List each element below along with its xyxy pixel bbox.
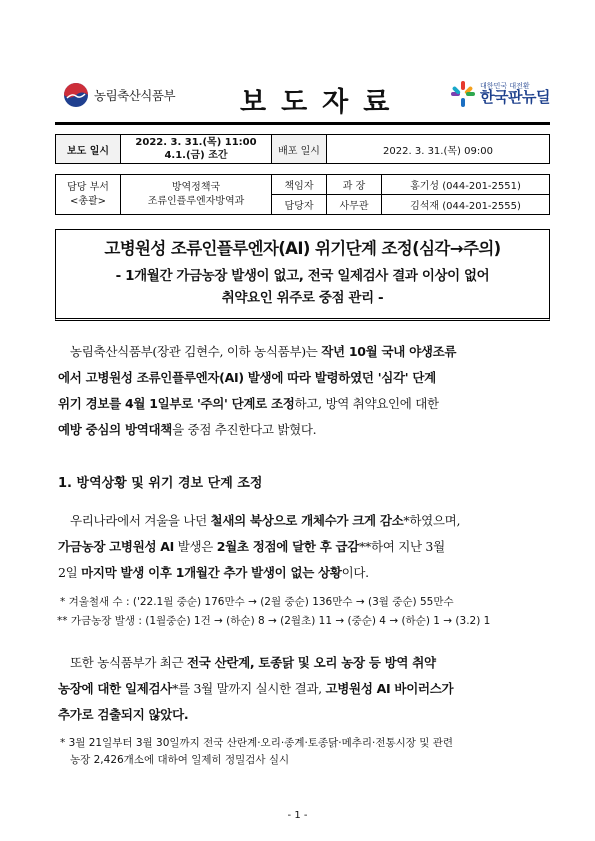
korean-new-deal-logo — [450, 80, 550, 108]
contact-person: 김석재 (044-201-2555) — [382, 195, 550, 215]
department-label-sub: <총괄> — [69, 195, 107, 207]
government-emblem-icon — [63, 82, 89, 108]
department-label-text: 담당 부서 — [67, 181, 109, 193]
page-number: - 1 - — [287, 810, 308, 821]
ministry-logo — [63, 82, 175, 108]
section1-paragraph-2 — [58, 650, 545, 728]
embargo-label: 보도 일시 — [56, 135, 121, 164]
intro-paragraph — [58, 339, 545, 443]
contact-role: 책임자 — [272, 175, 327, 195]
footnote-farm-outbreaks: ** 가금농장 발생 : (1월중순) 1건 → (하순) 8 → (2월초) 11 → (중순) 4 → (하순) 1 → (3.2) 1 — [57, 615, 491, 627]
contact-title: 과 장 — [327, 175, 382, 195]
contact-role: 담당자 — [272, 195, 327, 215]
intro-text: 하고, 방역 취약요인에 대한 — [294, 396, 439, 411]
body-text: 이다. — [341, 565, 369, 580]
new-deal-name: 한국판뉴딜 — [480, 88, 550, 106]
subheadline — [56, 265, 549, 309]
department-bureau: 방역정책국 — [171, 181, 221, 193]
body-emphasis: 추가로 검출되지 않았다. — [58, 707, 189, 722]
ministry-name: 농림축산식품부 — [94, 88, 176, 103]
department-division: 조류인플루엔자방역과 — [147, 195, 245, 207]
body-text: 우리나라에서 겨울을 나던 — [70, 513, 211, 528]
department-value — [121, 175, 272, 215]
distribution-value: 2022. 3. 31.(목) 09:00 — [327, 135, 550, 164]
distribution-label: 배포 일시 — [272, 135, 327, 164]
body-emphasis: 2월초 정점에 달한 후 급감 — [216, 539, 360, 554]
embargo-edition: 4.1.(금) 조간 — [164, 150, 228, 161]
new-deal-mark-icon — [450, 80, 476, 108]
intro-text: 농림축산식품부(장관 김현수, 이하 농식품부)는 — [70, 344, 322, 359]
body-text: *를 3월 말까지 실시한 결과, — [172, 681, 326, 696]
footnote-wintering-birds: * 겨울철새 수 : ('22.1월 중순) 176만수 → (2월 중순) 136만수 → (3월 중순) 55만수 — [60, 596, 454, 608]
footnote-inspection — [60, 735, 545, 769]
body-text: 2일 — [58, 565, 82, 580]
intro-text: 을 중점 추진한다고 밝혔다. — [172, 422, 317, 437]
press-release-title: 보도자료 — [240, 87, 405, 118]
embargo-value — [121, 135, 272, 164]
subheadline-line-1: - 1개월간 가금농장 발생이 없고, 전국 일제검사 결과 이상이 없어 — [115, 268, 490, 284]
footnote-inspection-line-1: * 3월 21일부터 3월 30일까지 전국 산란계·오리·종계·토종닭·메추리·전통시장 및 관련 — [60, 737, 454, 749]
intro-emphasis: 작년 10월 국내 야생조류 — [321, 344, 457, 359]
release-info-table — [55, 134, 550, 164]
department-label — [56, 175, 121, 215]
section-heading: 1. 방역상황 및 위기 경보 단계 조정 — [58, 476, 263, 491]
body-text: **하여 지난 3월 — [359, 539, 445, 554]
body-text: 또한 농식품부가 최근 — [70, 655, 187, 670]
body-text: 발생은 — [174, 539, 217, 554]
body-emphasis: 가금농장 고병원성 AI — [58, 539, 175, 554]
footnote-inspection-line-2: 농장 2,426개소에 대하여 일제히 정밀검사 실시 — [70, 754, 290, 766]
intro-emphasis: 위기 경보를 4월 1일부로 '주의' 단계로 조정 — [58, 396, 295, 411]
intro-emphasis: 에서 고병원성 조류인플루엔자(AI) 발생에 따라 발령하였던 '심각' 단계 — [58, 370, 436, 385]
body-emphasis: 마지막 발생 이후 1개월간 추가 발생이 없는 상황 — [81, 565, 342, 580]
body-text: *하였으며, — [403, 513, 461, 528]
contact-person: 홍기성 (044-201-2551) — [382, 175, 550, 195]
body-emphasis: 전국 산란계, 토종닭 및 오리 농장 등 방역 취약 — [187, 655, 436, 670]
intro-emphasis: 예방 중심의 방역대책 — [58, 422, 173, 437]
body-emphasis: 철새의 북상으로 개체수가 크게 감소 — [210, 513, 404, 528]
subheadline-line-2: 취약요인 위주로 중점 관리 - — [221, 290, 384, 306]
headline-box — [55, 229, 550, 321]
embargo-datetime: 2022. 3. 31.(목) 11:00 — [135, 137, 257, 148]
body-emphasis: 농장에 대한 일제검사 — [58, 681, 173, 696]
contacts-table — [55, 174, 550, 215]
body-emphasis: 고병원성 AI 바이러스가 — [325, 681, 454, 696]
header-divider — [55, 122, 550, 125]
new-deal-slogan: 대한민국 대전환 — [480, 82, 530, 90]
section1-paragraph-1 — [58, 508, 545, 586]
contact-title: 사무관 — [327, 195, 382, 215]
document-header — [55, 72, 550, 122]
headline: 고병원성 조류인플루엔자(AI) 위기단계 조정(심각→주의) — [104, 239, 501, 258]
